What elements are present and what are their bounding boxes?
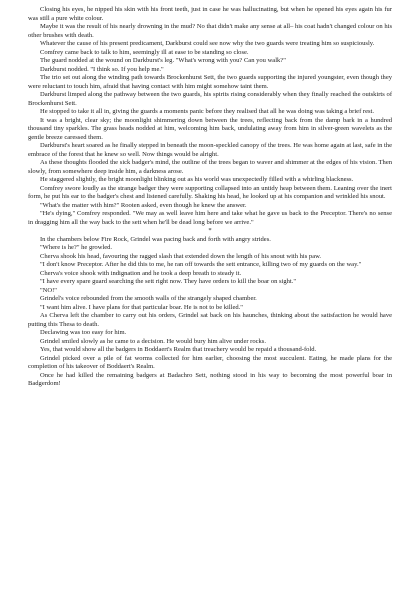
story-section-1 (28, 6, 392, 227)
paragraph: It was a bright, clear sky; the moonlight shimmering down between the trees, reflecting back from the damp bark in a hundred thousand tiny sparkles. The grass heads nodded at him, welcoming him back, undulating away from him in silver-green wavelets as the gentle breeze caressed them. (28, 116, 392, 141)
scene-separator: * (208, 227, 212, 234)
paragraph: "I have every spare guard searching the sett right now. They have orders to kill the boar on sight." (40, 278, 297, 285)
paragraph: "Where is he?" he growled. (40, 244, 113, 251)
paragraph: Comfrey came back to talk to him, seemingly ill at ease to be standing so close. (40, 48, 249, 56)
paragraph: Declawing was too easy for him. (40, 329, 127, 336)
paragraph: Whatever the cause of his present predicament, Darkburst could see now why the two guards were treating him so suspiciously. (40, 40, 375, 47)
paragraph: Closing his eyes, he nipped his skin with his front teeth, just in case he was hallucinating, but when he opened his eyes again his fur was still a pure white colour. (28, 6, 392, 22)
paragraph: "What's the matter with him?" Rooten asked, even though he knew the answer. (40, 201, 247, 209)
paragraph: Yes, that would show all the badgers in Boddaert's Realm that treachery would be repaid a thousand-fold. (40, 346, 317, 353)
paragraph: In the chambers below Fire Rock, Grindel was pacing back and forth with angry strides. (40, 235, 271, 243)
paragraph: Grindel smiled slowly as he came to a decision. He would bury him alive under rocks. (40, 337, 266, 345)
paragraph: Cherva's voice shook with indignation and he took a deep breath to steady it. (40, 269, 242, 277)
paragraph: "He's dying," Comfrey responded. "We may as well leave him here and take what he gave us back to the Preceptor. There's no sense in dragging him all the way back to the sett when he'll be dead long before we arrive." (28, 210, 392, 226)
paragraph: Darkburst nodded. "I think so. If you help me." (40, 65, 164, 73)
paragraph: "I want him alive. I have plans for that particular boar. He is not to be killed." (40, 303, 243, 311)
paragraph: Grindel's voice rebounded from the smooth walls of the strangely shaped chamber. (40, 295, 257, 302)
story-section-2 (28, 236, 392, 389)
paragraph: The guard nodded at the wound on Darkburst's leg. "What's wrong with you? Can you walk?" (40, 57, 286, 64)
paragraph: Cherva shook his head, favouring the ragged slash that extended down the length of his snout with his paw. (40, 252, 322, 260)
paragraph: The trio set out along the winding path towards Brockenhurst Sett, the two guards supporting the injured youngster, even though they were reluctant to touch him, afraid that having contact with him might somehow taint them. (28, 74, 392, 90)
paragraph: "I don't know Preceptor. After he did this to me, he ran off towards the sett entrance, killing two of my guards on the way." (40, 261, 362, 268)
paragraph: Darkburst's heart soared as he finally stepped in beneath the moon-speckled canopy of the trees. He was home again at last, safe in the embrace of the forest that he knew so well. Now things would be alright. (28, 142, 392, 158)
paragraph: Maybe it was the result of his nearly drowning in the mud? No that didn't make any sense at all– his coat hadn't changed colour on his other brushes with death. (28, 23, 392, 39)
paragraph: As Cherva left the chamber to carry out his orders, Grindel sat back on his haunches, thinking about the satisfaction he would have putting this Thesa to death. (28, 312, 392, 328)
paragraph: He staggered slightly, the bright moonlight blinking out as his world was unexpectedly filled with a whirling blackness. (40, 176, 354, 183)
paragraph: "NO!" (40, 286, 57, 294)
paragraph: Once he had killed the remaining badgers at Badachro Sett, nothing stood in his way to becoming the most powerful boar in Badgerdom! (28, 371, 392, 387)
paragraph: As these thoughts flooded the sick badger's mind, the outline of the trees began to waver and shimmer at the edges of his vision. Then slowly, from somewhere deep inside him, a darkness arose. (28, 159, 392, 175)
paragraph: Grindel picked over a pile of fat worms collected for him earlier, choosing the most succulent. Eating, he made plans for the completion of his takeover of Boddaert's Realm. (28, 354, 392, 370)
paragraph: Darkburst limped along the pathway between the two guards, his spirits rising considerably when they finally reached the outskirts of Brockenhurst Sett. (28, 91, 392, 107)
paragraph: He stopped to take it all in, giving the guards a moments panic before they realised that all he was doing was taking a brief rest. (40, 108, 374, 115)
paragraph: Comfrey swore loudly as the strange badger they were supporting collapsed into an untidy heap between them. Leaning over the inert form, he put his ear to the badger's chest and listened carefully. Shaking his head, he looked up at his companion and wrinkled his snout. (28, 184, 392, 200)
document-page (28, 6, 392, 389)
